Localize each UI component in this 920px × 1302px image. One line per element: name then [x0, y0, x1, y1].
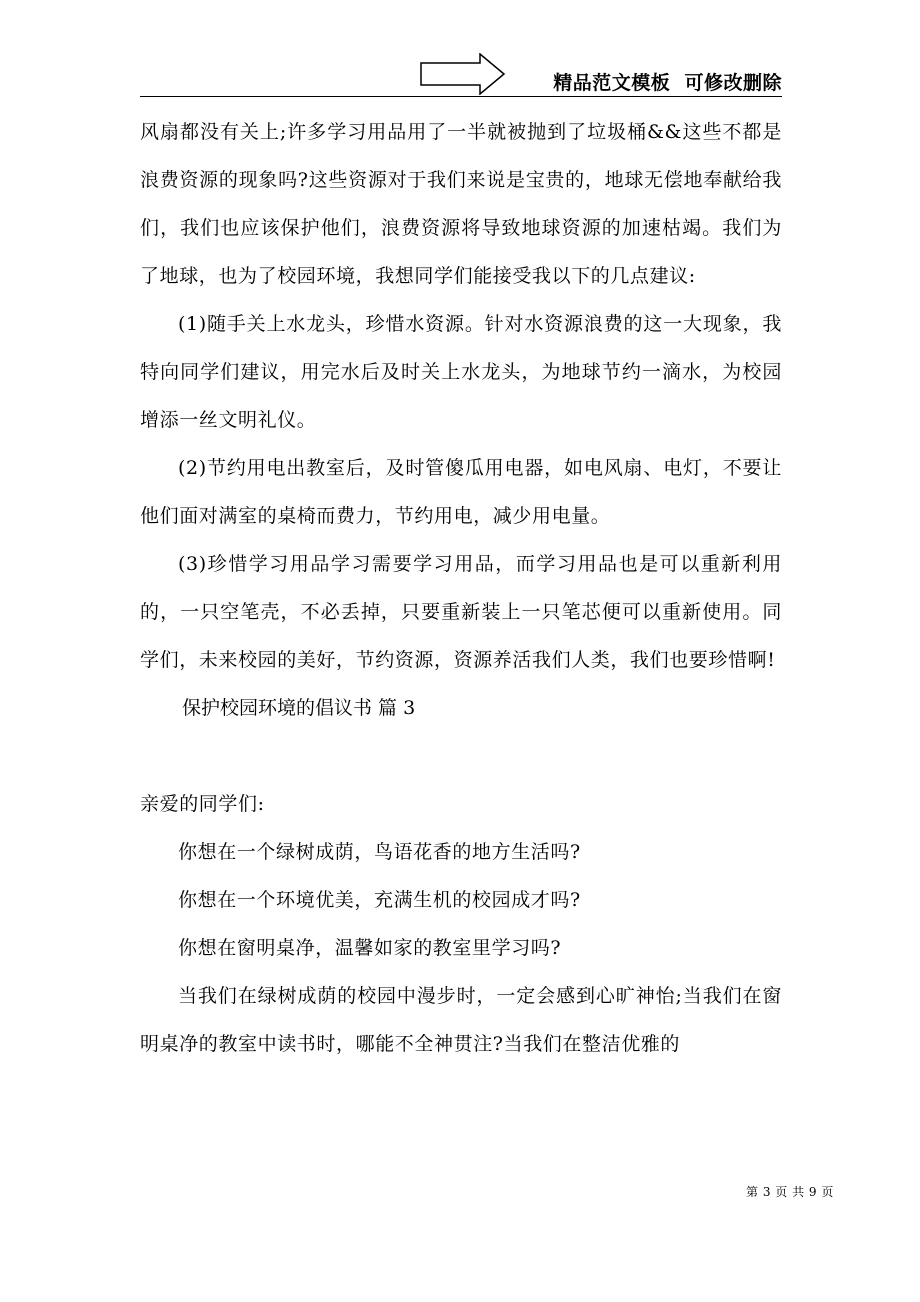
question-line: 你想在窗明桌净，温馨如家的教室里学习吗? — [178, 937, 562, 959]
header-title: 精品范文模板 可修改删除 — [553, 72, 782, 94]
question-line: 你想在一个绿树成荫，鸟语花香的地方生活吗? — [178, 841, 581, 863]
page-header — [140, 50, 782, 98]
body-paragraph: (2)节约用电出教室后，及时管傻瓜用电器，如电风扇、电灯，不要让他们面对满室的桌椅而费力，节约用电，减少用电量。 — [140, 457, 782, 527]
header-divider — [140, 96, 782, 97]
body-paragraph: (3)珍惜学习用品学习需要学习用品，而学习用品也是可以重新利用的，一只空笔壳，不必丢掉，只要重新装上一只笔芯便可以重新使用。同学们，未来校园的美好，节约资源，资源养活我们人类，我们也要珍惜啊! — [140, 553, 782, 671]
document-body — [140, 108, 782, 1068]
page-number: 第 3 页 共 9 页 — [746, 1185, 834, 1199]
body-paragraph: 风扇都没有关上;许多学习用品用了一半就被抛到了垃圾桶&&这些不都是浪费资源的现象吗?这些资源对于我们来说是宝贵的，地球无偿地奉献给我们，我们也应该保护他们，浪费资源将导致地球资源的加速枯竭。我们为了地球，也为了校园环境，我想同学们能接受我以下的几点建议: — [140, 121, 782, 287]
body-paragraph: 当我们在绿树成荫的校园中漫步时，一定会感到心旷神怡;当我们在窗明桌净的教室中读书时，哪能不全神贯注?当我们在整洁优雅的 — [140, 985, 782, 1055]
blank-line — [140, 732, 782, 780]
right-arrow-outline-icon — [420, 53, 506, 95]
question-line: 你想在一个环境优美，充满生机的校园成才吗? — [178, 889, 581, 911]
section-heading: 保护校园环境的倡议书 篇 3 — [182, 697, 416, 719]
body-paragraph: (1)随手关上水龙头，珍惜水资源。针对水资源浪费的这一大现象，我特向同学们建议，用完水后及时关上水龙头，为地球节约一滴水，为校园增添一丝文明礼仪。 — [140, 313, 782, 431]
greeting: 亲爱的同学们: — [140, 793, 265, 815]
